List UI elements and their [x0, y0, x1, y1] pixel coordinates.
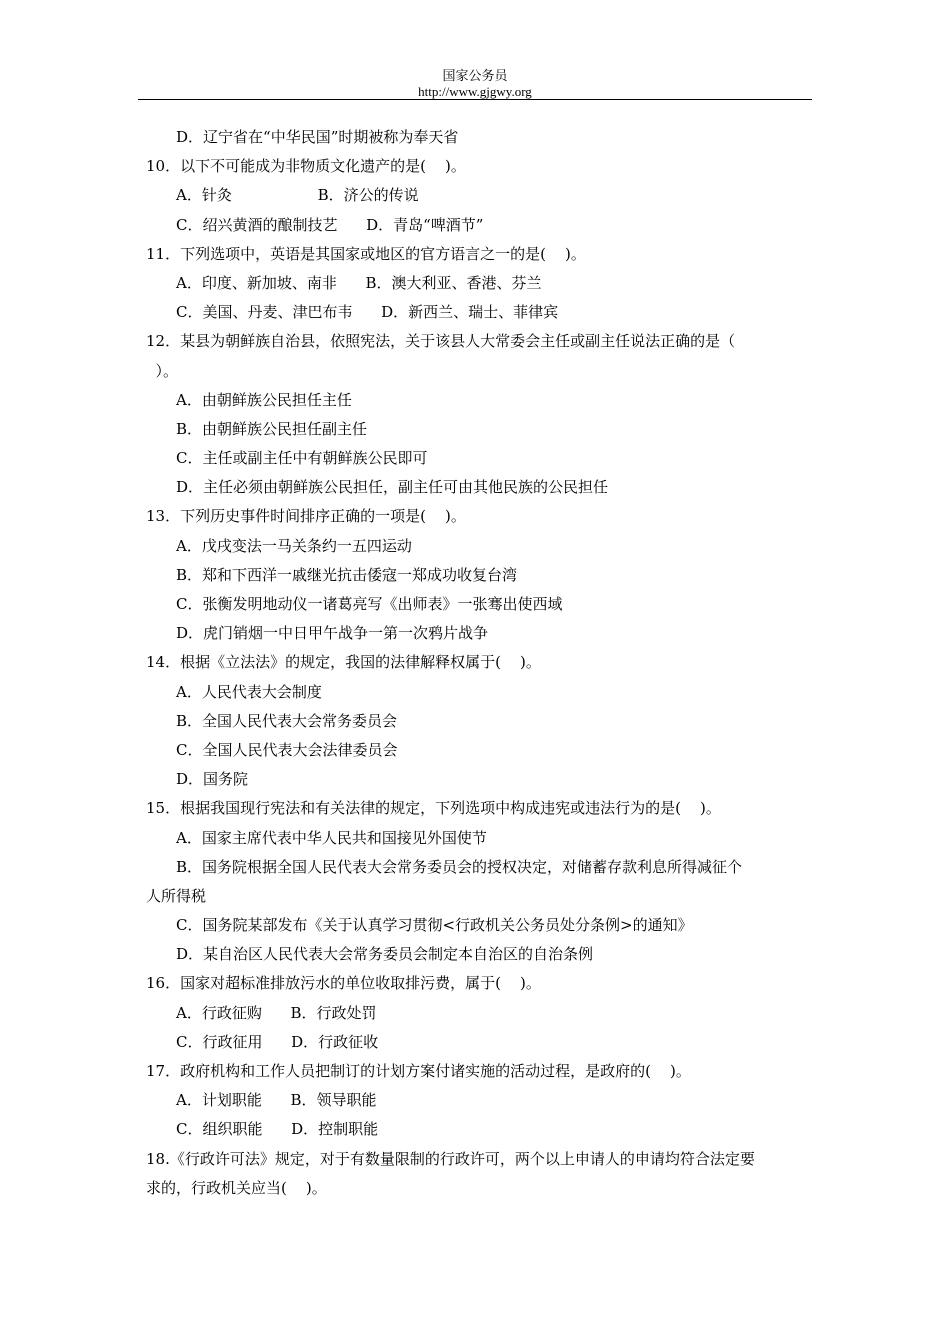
option-line: B．郑和下西洋一戚继光抗击倭寇一郑成功收复台湾	[176, 565, 518, 584]
option-line: A．由朝鲜族公民担任主任	[176, 390, 352, 409]
option-line: C．张衡发明地动仪一诸葛亮写《出师表》一张骞出使西域	[176, 595, 563, 613]
option-line: C．组织职能 D．控制职能	[176, 1120, 379, 1139]
option-line: C．主任或副主任中有朝鲜族公民即可	[176, 449, 428, 468]
option-line: C．国务院某部发布《关于认真学习贯彻<行政机关公务员处分条例>的通知》	[176, 916, 693, 935]
continuation-line: 人所得税	[146, 886, 207, 905]
question-line: 15．根据我国现行宪法和有关法律的规定，下列选项中构成违宪或违法行为的是( )。	[146, 799, 721, 818]
page-header	[138, 68, 812, 100]
question-line: 10．以下不可能成为非物质文化遗产的是( )。	[146, 157, 466, 176]
option-line: A．行政征购 B．行政处罚	[176, 1003, 377, 1022]
option-line: A．戊戌变法一马关条约一五四运动	[176, 536, 412, 555]
option-line: C．绍兴黄酒的酿制技艺 D．青岛“啤酒节”	[176, 215, 484, 234]
header-divider	[138, 99, 812, 100]
option-line: B．全国人民代表大会常务委员会	[176, 711, 398, 730]
option-line: A．人民代表大会制度	[176, 682, 322, 701]
continuation-line: ）。	[146, 361, 179, 380]
document-body	[146, 123, 812, 1203]
option-line: D．主任必须由朝鲜族公民担任，副主任可由其他民族的公民担任	[176, 478, 609, 497]
option-line: B．由朝鲜族公民担任副主任	[176, 419, 368, 438]
option-line: B．国务院根据全国人民代表大会常务委员会的授权决定，对储蓄存款利息所得减征个	[176, 857, 743, 876]
header-site-url: http://www.gjgwy.org	[418, 84, 532, 99]
question-line: 17．政府机构和工作人员把制订的计划方案付诸实施的活动过程，是政府的( )。	[146, 1062, 691, 1080]
continuation-line: 求的，行政机关应当( )。	[146, 1178, 327, 1197]
option-line: C．全国人民代表大会法律委员会	[176, 740, 398, 759]
option-line: C．美国、丹麦、津巴布韦 D．新西兰、瑞士、菲律宾	[176, 303, 559, 322]
question-line: 11．下列选项中，英语是其国家或地区的官方语言之一的是( )。	[146, 244, 586, 263]
question-line: 14．根据《立法法》的规定，我国的法律解释权属于( )。	[146, 653, 541, 672]
question-line: 13．下列历史事件时间排序正确的一项是( )。	[146, 507, 466, 526]
option-line: A．印度、新加坡、南非 B．澳大利亚、香港、芬兰	[176, 273, 542, 292]
question-line: 18.《行政许可法》规定，对于有数量限制的行政许可，两个以上申请人的申请均符合法定要	[146, 1149, 755, 1168]
option-line: A．计划职能 B．领导职能	[176, 1091, 377, 1110]
option-line: C．行政征用 D．行政征收	[176, 1032, 379, 1051]
option-line: D．国务院	[176, 770, 249, 789]
question-line: 12．某县为朝鲜族自治县，依照宪法，关于该县人大常委会主任或副主任说法正确的是（	[146, 332, 736, 351]
question-line: 16．国家对超标准排放污水的单位收取排污费，属于( )。	[146, 974, 541, 993]
option-line: A．针灸 B．济公的传说	[176, 186, 419, 205]
option-line: A．国家主席代表中华人民共和国接见外国使节	[176, 828, 487, 847]
option-line: D．虎门销烟一中日甲午战争一第一次鸦片战争	[176, 624, 489, 643]
header-site-name: 国家公务员	[442, 68, 508, 83]
option-line: D．辽宁省在“中华民国”时期被称为奉天省	[176, 128, 459, 146]
option-line: D．某自治区人民代表大会常务委员会制定本自治区的自治条例	[176, 945, 594, 964]
